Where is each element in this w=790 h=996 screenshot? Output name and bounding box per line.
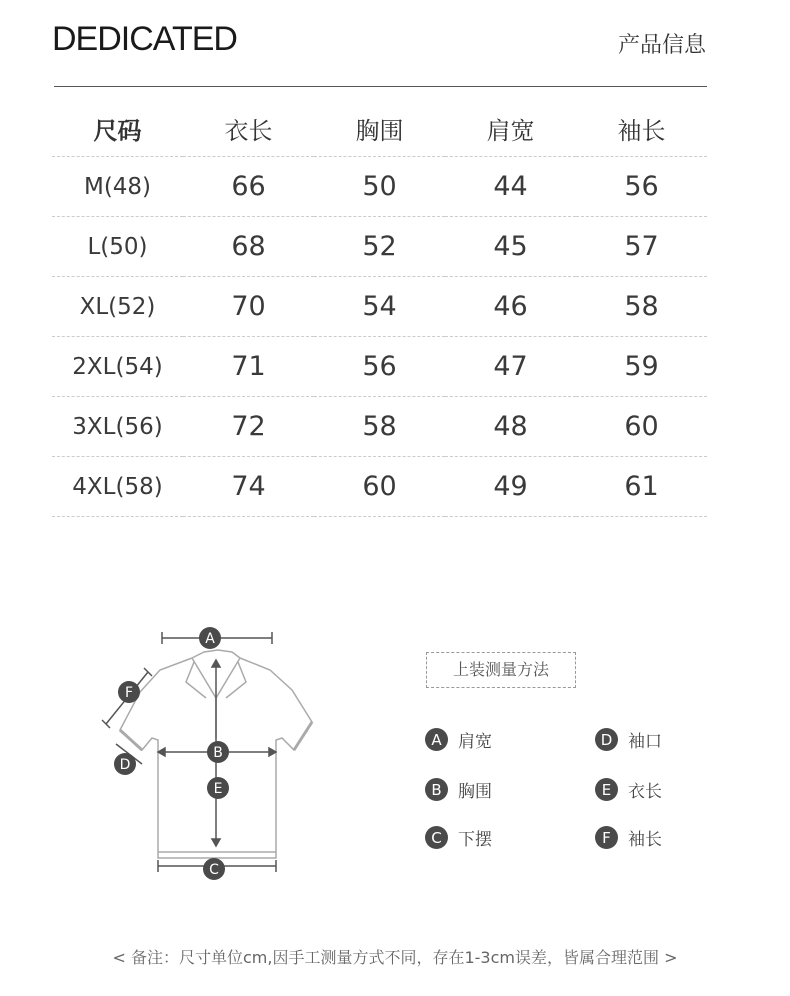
header-divider: [54, 86, 707, 87]
shoulder-cell: 46: [445, 277, 576, 337]
chest-cell: 56: [314, 337, 445, 397]
table-row: [52, 157, 707, 217]
shoulder-cell: 44: [445, 157, 576, 217]
size-cell: 3XL(56): [52, 397, 183, 457]
chest-cell: 50: [314, 157, 445, 217]
size-cell: 4XL(58): [52, 457, 183, 517]
table-row: [52, 217, 707, 277]
legend-badge: F: [595, 826, 618, 849]
legend-item-d: [595, 727, 662, 752]
marker-c: [203, 858, 225, 880]
legend-item-a: [425, 727, 492, 752]
length-cell: 72: [183, 397, 314, 457]
sleeve-cell: 56: [576, 157, 707, 217]
col-header-shoulder: 肩宽: [445, 100, 576, 157]
size-table: [52, 100, 707, 517]
legend-item-c: [425, 825, 492, 850]
measurement-method-title: 上装测量方法: [426, 652, 576, 688]
footer-note: < 备注：尺寸单位cm,因手工测量方式不同，存在1-3cm误差，皆属合理范围 >: [112, 948, 678, 967]
table-row: [52, 397, 707, 457]
size-cell: XL(52): [52, 277, 183, 337]
polo-shirt-icon: [100, 620, 330, 890]
shoulder-cell: 47: [445, 337, 576, 397]
shoulder-cell: 45: [445, 217, 576, 277]
shoulder-cell: 49: [445, 457, 576, 517]
table-row: [52, 277, 707, 337]
size-cell: M(48): [52, 157, 183, 217]
marker-d: [114, 753, 136, 775]
length-cell: 66: [183, 157, 314, 217]
sleeve-cell: 60: [576, 397, 707, 457]
sleeve-cell: 61: [576, 457, 707, 517]
chest-cell: 54: [314, 277, 445, 337]
section-label: 产品信息: [617, 33, 706, 58]
col-header-sleeve: 袖长: [576, 100, 707, 157]
legend-label: 袖口: [628, 732, 662, 752]
col-header-length: 衣长: [183, 100, 314, 157]
marker-a: [199, 627, 221, 649]
legend-label: 下摆: [458, 830, 492, 850]
table-row: [52, 337, 707, 397]
chest-cell: 58: [314, 397, 445, 457]
sleeve-cell: 58: [576, 277, 707, 337]
legend-item-b: [425, 777, 492, 802]
marker-f: [118, 681, 140, 703]
legend-label: 肩宽: [458, 732, 492, 752]
brand-title: DEDICATED: [52, 20, 237, 58]
svg-text:B: B: [213, 745, 223, 761]
table-row: [52, 457, 707, 517]
legend-badge: B: [425, 778, 448, 801]
legend-item-f: [595, 825, 662, 850]
svg-text:F: F: [124, 685, 134, 701]
svg-text:A: A: [205, 631, 215, 647]
legend-badge: D: [595, 728, 618, 751]
length-cell: 74: [183, 457, 314, 517]
svg-text:E: E: [213, 781, 223, 797]
svg-text:C: C: [209, 862, 219, 878]
legend-badge: A: [425, 728, 448, 751]
chest-cell: 60: [314, 457, 445, 517]
shoulder-cell: 48: [445, 397, 576, 457]
marker-e: [207, 777, 229, 799]
col-header-size: 尺码: [52, 100, 183, 157]
marker-b: [207, 741, 229, 763]
col-header-chest: 胸围: [314, 100, 445, 157]
svg-text:D: D: [119, 757, 131, 773]
legend-label: 衣长: [628, 782, 662, 802]
length-cell: 68: [183, 217, 314, 277]
legend-label: 袖长: [628, 830, 662, 850]
size-cell: L(50): [52, 217, 183, 277]
chest-cell: 52: [314, 217, 445, 277]
legend-badge: E: [595, 778, 618, 801]
sleeve-cell: 57: [576, 217, 707, 277]
legend-badge: C: [425, 826, 448, 849]
size-cell: 2XL(54): [52, 337, 183, 397]
table-header-row: [52, 100, 707, 157]
legend-label: 胸围: [458, 782, 492, 802]
legend-item-e: [595, 777, 662, 802]
length-cell: 71: [183, 337, 314, 397]
length-cell: 70: [183, 277, 314, 337]
sleeve-cell: 59: [576, 337, 707, 397]
